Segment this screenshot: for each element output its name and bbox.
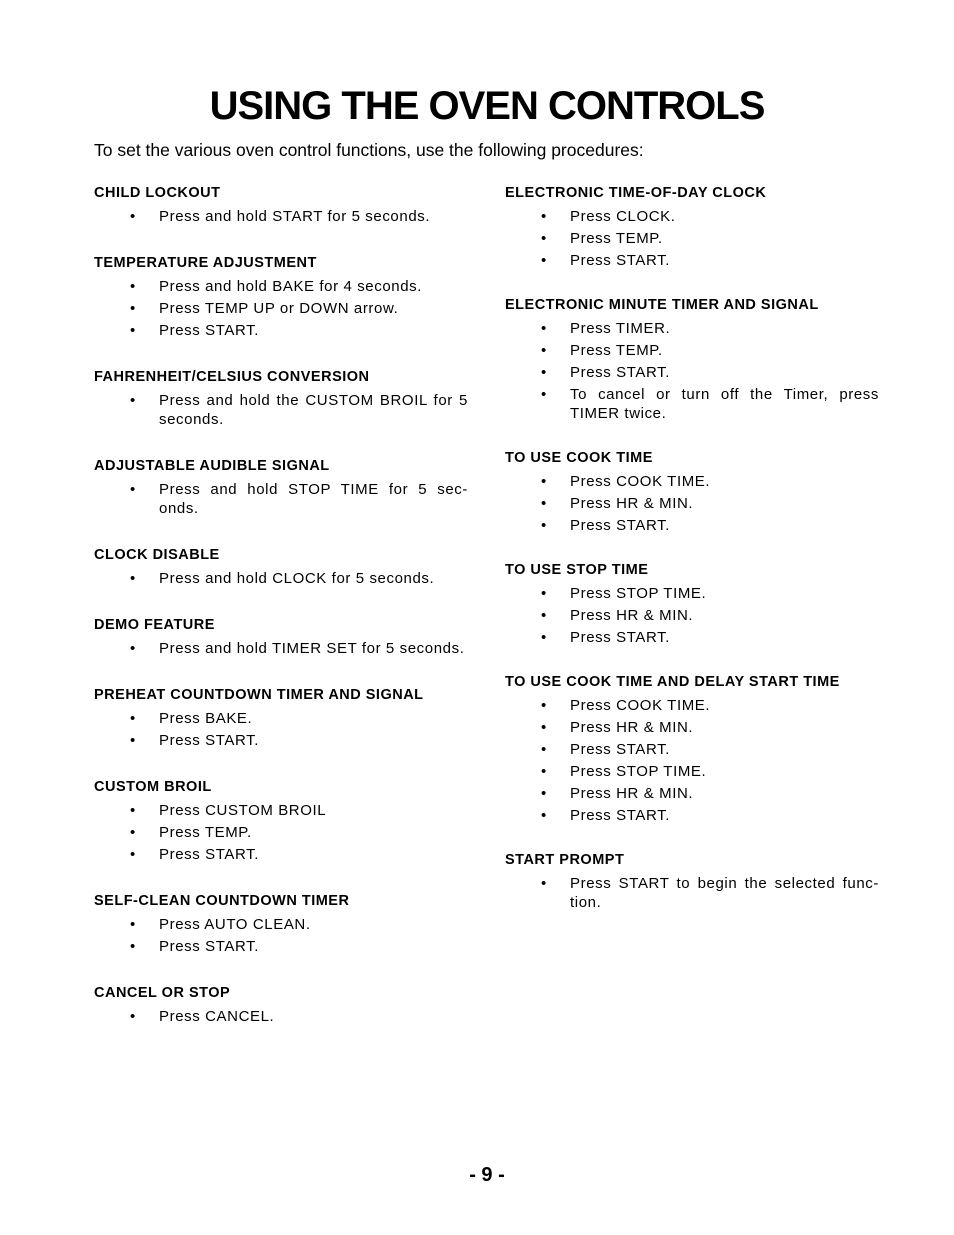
bullet-list xyxy=(505,874,879,912)
list-item-text: Press AUTO CLEAN. xyxy=(159,916,311,933)
bullet-icon: • xyxy=(130,278,136,295)
page-number: - 9 - xyxy=(469,1164,505,1186)
section-self-clean-countdown-timer xyxy=(94,892,468,956)
list-item xyxy=(94,299,468,318)
list-item-text: Press and hold BAKE for 4 seconds. xyxy=(159,278,423,295)
bullet-list xyxy=(94,1007,468,1026)
list-item-text: Press STOP TIME. xyxy=(570,763,707,780)
bullet-icon: • xyxy=(541,697,547,714)
bullet-list xyxy=(94,480,468,518)
bullet-icon: • xyxy=(130,846,136,863)
list-item xyxy=(94,915,468,934)
list-item-text: Press TIMER. xyxy=(570,320,671,337)
bullet-icon: • xyxy=(541,208,547,225)
list-item-text: Press COOK TIME. xyxy=(570,473,711,490)
list-item xyxy=(505,718,879,737)
section-custom-broil xyxy=(94,778,468,864)
list-item-text: Press CLOCK. xyxy=(570,208,676,225)
section-heading: TEMPERATURE ADJUSTMENT xyxy=(94,255,317,271)
page-title: USING THE OVEN CONTROLS xyxy=(209,84,765,128)
list-item-text: Press COOK TIME. xyxy=(570,697,711,714)
list-item-text: Press TEMP. xyxy=(570,342,663,359)
bullet-icon: • xyxy=(541,629,547,646)
bullet-list xyxy=(94,801,468,864)
list-item xyxy=(94,731,468,750)
list-item xyxy=(505,363,879,382)
list-item xyxy=(505,584,879,603)
section-heading: FAHRENHEIT/CELSIUS CONVERSION xyxy=(94,369,370,385)
bullet-icon: • xyxy=(541,719,547,736)
bullet-list xyxy=(94,277,468,340)
bullet-icon: • xyxy=(541,495,547,512)
bullet-list xyxy=(94,207,468,226)
list-item xyxy=(94,709,468,728)
section-heading: CUSTOM BROIL xyxy=(94,779,212,795)
bullet-icon: • xyxy=(541,364,547,381)
bullet-icon: • xyxy=(541,763,547,780)
section-adjustable-audible-signal xyxy=(94,457,468,518)
bullet-list xyxy=(505,472,879,535)
bullet-list xyxy=(94,569,468,588)
bullet-icon: • xyxy=(130,938,136,955)
bullet-list xyxy=(94,639,468,658)
bullet-icon: • xyxy=(541,585,547,602)
list-item xyxy=(505,319,879,338)
bullet-icon: • xyxy=(130,570,136,587)
right-column xyxy=(505,184,879,915)
list-item-text: Press CANCEL. xyxy=(159,1008,275,1025)
list-item xyxy=(94,321,468,340)
list-item-text: Press and hold the CUSTOM BROIL for 5 seconds. xyxy=(159,392,468,428)
section-fahrenheit-celsius-conversion xyxy=(94,368,468,429)
bullet-icon: • xyxy=(541,517,547,534)
section-electronic-time-of-day-clock xyxy=(505,184,879,270)
section-demo-feature xyxy=(94,616,468,658)
list-item xyxy=(505,207,879,226)
bullet-icon: • xyxy=(541,607,547,624)
list-item-text: Press and hold TIMER SET for 5 seconds. xyxy=(159,640,465,657)
list-item xyxy=(505,606,879,625)
bullet-icon: • xyxy=(130,481,136,498)
bullet-icon: • xyxy=(541,386,547,403)
list-item-text: Press CUSTOM BROIL xyxy=(159,802,327,819)
list-item-text: Press START. xyxy=(570,517,670,534)
list-item xyxy=(505,494,879,513)
list-item-text: Press START. xyxy=(570,741,670,758)
section-heading: CANCEL OR STOP xyxy=(94,985,231,1001)
list-item xyxy=(505,341,879,360)
bullet-icon: • xyxy=(130,916,136,933)
list-item xyxy=(505,229,879,248)
list-item-text: Press START to begin the selected func-tion. xyxy=(570,875,879,911)
bullet-icon: • xyxy=(541,342,547,359)
list-item xyxy=(94,277,468,296)
section-heading: ADJUSTABLE AUDIBLE SIGNAL xyxy=(94,458,330,474)
section-child-lockout xyxy=(94,184,468,226)
bullet-list xyxy=(505,584,879,647)
list-item-text: Press HR & MIN. xyxy=(570,495,694,512)
list-item-text: Press and hold START for 5 seconds. xyxy=(159,208,431,225)
list-item-text: Press START. xyxy=(159,322,259,339)
bullet-list xyxy=(94,915,468,956)
section-to-use-cook-time xyxy=(505,449,879,535)
bullet-icon: • xyxy=(130,300,136,317)
list-item xyxy=(505,628,879,647)
list-item xyxy=(505,762,879,781)
section-heading: SELF-CLEAN COUNTDOWN TIMER xyxy=(94,893,350,909)
section-clock-disable xyxy=(94,546,468,588)
section-heading: ELECTRONIC MINUTE TIMER AND SIGNAL xyxy=(505,297,819,313)
list-item-text: Press TEMP. xyxy=(570,230,663,247)
list-item xyxy=(94,207,468,226)
list-item xyxy=(505,696,879,715)
bullet-list xyxy=(505,319,879,423)
section-heading: START PROMPT xyxy=(505,852,625,868)
list-item-text: Press START. xyxy=(570,629,670,646)
list-item xyxy=(505,516,879,535)
section-heading: CHILD LOCKOUT xyxy=(94,185,221,201)
list-item xyxy=(505,806,879,825)
bullet-icon: • xyxy=(130,640,136,657)
list-item xyxy=(94,391,468,429)
bullet-list xyxy=(94,709,468,750)
list-item-text: Press BAKE. xyxy=(159,710,253,727)
list-item xyxy=(505,784,879,803)
bullet-icon: • xyxy=(541,473,547,490)
section-heading: PREHEAT COUNTDOWN TIMER AND SIGNAL xyxy=(94,687,424,703)
list-item xyxy=(505,740,879,759)
list-item xyxy=(94,1007,468,1026)
section-heading: TO USE COOK TIME AND DELAY START TIME xyxy=(505,674,840,690)
list-item xyxy=(94,937,468,956)
bullet-icon: • xyxy=(130,1008,136,1025)
bullet-icon: • xyxy=(541,741,547,758)
bullet-icon: • xyxy=(541,230,547,247)
section-cancel-or-stop xyxy=(94,984,468,1026)
list-item xyxy=(505,874,879,912)
list-item-text: Press START. xyxy=(159,732,259,749)
list-item-text: To cancel or turn off the Timer, press TIMER twice. xyxy=(570,386,879,422)
intro-text: To set the various oven control functions, use the following procedures: xyxy=(94,140,644,160)
bullet-list xyxy=(505,207,879,270)
list-item-text: Press HR & MIN. xyxy=(570,719,694,736)
left-column xyxy=(94,184,468,1029)
list-item xyxy=(505,385,879,423)
section-start-prompt xyxy=(505,851,879,912)
list-item xyxy=(94,801,468,820)
section-temperature-adjustment xyxy=(94,254,468,340)
list-item xyxy=(94,639,468,658)
list-item-text: Press and hold CLOCK for 5 seconds. xyxy=(159,570,435,587)
list-item-text: Press HR & MIN. xyxy=(570,607,694,624)
bullet-icon: • xyxy=(541,875,547,892)
bullet-list xyxy=(94,391,468,429)
section-to-use-stop-time xyxy=(505,561,879,647)
list-item xyxy=(94,823,468,842)
list-item xyxy=(94,480,468,518)
section-heading: TO USE COOK TIME xyxy=(505,450,653,466)
list-item xyxy=(94,569,468,588)
bullet-icon: • xyxy=(541,785,547,802)
bullet-icon: • xyxy=(130,322,136,339)
section-heading: DEMO FEATURE xyxy=(94,617,215,633)
list-item xyxy=(505,251,879,270)
section-heading: CLOCK DISABLE xyxy=(94,547,220,563)
list-item-text: Press START. xyxy=(159,938,259,955)
bullet-icon: • xyxy=(130,732,136,749)
section-electronic-minute-timer-and-signal xyxy=(505,296,879,423)
list-item-text: Press START. xyxy=(570,807,670,824)
bullet-icon: • xyxy=(541,320,547,337)
list-item-text: Press START. xyxy=(570,252,670,269)
bullet-icon: • xyxy=(130,392,136,409)
section-heading: ELECTRONIC TIME-OF-DAY CLOCK xyxy=(505,185,767,201)
list-item-text: Press TEMP UP or DOWN arrow. xyxy=(159,300,399,317)
bullet-list xyxy=(505,696,879,825)
list-item-text: Press TEMP. xyxy=(159,824,252,841)
section-preheat-countdown-timer-and-signal xyxy=(94,686,468,750)
bullet-icon: • xyxy=(541,807,547,824)
list-item-text: Press START. xyxy=(570,364,670,381)
list-item xyxy=(505,472,879,491)
section-heading: TO USE STOP TIME xyxy=(505,562,649,578)
bullet-icon: • xyxy=(130,710,136,727)
list-item-text: Press HR & MIN. xyxy=(570,785,694,802)
list-item-text: Press START. xyxy=(159,846,259,863)
bullet-icon: • xyxy=(541,252,547,269)
list-item-text: Press and hold STOP TIME for 5 sec-onds. xyxy=(159,481,468,517)
list-item-text: Press STOP TIME. xyxy=(570,585,707,602)
bullet-icon: • xyxy=(130,208,136,225)
section-to-use-cook-time-and-delay-start-time xyxy=(505,673,879,825)
bullet-icon: • xyxy=(130,824,136,841)
list-item xyxy=(94,845,468,864)
bullet-icon: • xyxy=(130,802,136,819)
